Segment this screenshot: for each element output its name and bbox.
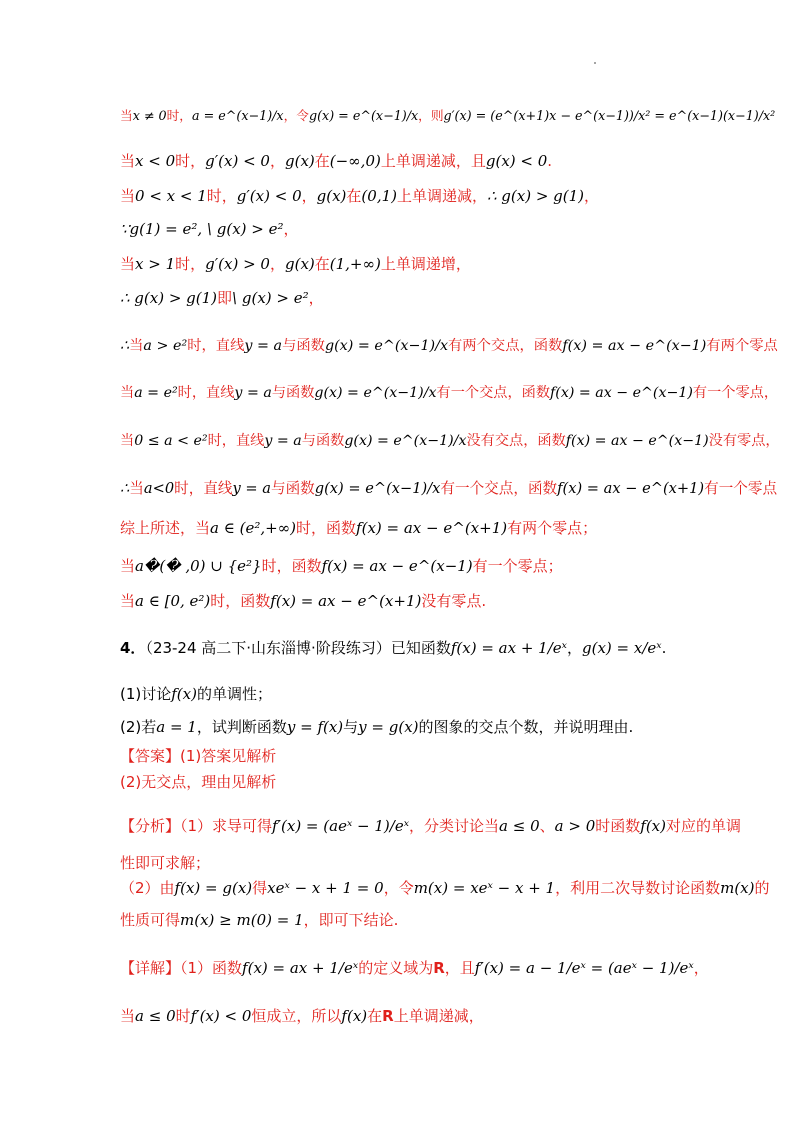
text: 有一个交点，函数: [440, 480, 558, 497]
math: a = 1: [156, 718, 197, 736]
text: 当: [120, 255, 136, 273]
math: y = f(x): [286, 718, 344, 736]
text: 有两个零点；: [507, 519, 598, 537]
text: 的定义域为: [358, 959, 434, 977]
text: 当: [129, 480, 144, 497]
math: g(x) = e^(x−1)/x: [344, 433, 467, 449]
text: 时函数: [595, 817, 641, 835]
text: 当: [120, 557, 136, 575]
text: 的单调性；: [196, 685, 272, 703]
text: （2）由: [120, 879, 175, 897]
line-10: [120, 478, 777, 500]
text: ，: [283, 220, 299, 238]
line-1: [120, 105, 775, 127]
math: a > 0: [554, 817, 596, 835]
math: f(x) = ax − e^(x−1): [321, 557, 473, 575]
text: （23-24 高二下·山东淄博·阶段练习）已知函数: [145, 639, 451, 657]
math: f(x): [341, 1007, 368, 1025]
math: a ∈ [0, e²): [135, 592, 211, 610]
text: ，: [693, 959, 709, 977]
text: .: [547, 152, 553, 170]
text: R: [382, 1007, 394, 1025]
text: 与函数: [301, 433, 345, 449]
text: .: [661, 639, 667, 657]
question-4-part-1: [120, 683, 272, 705]
math: m(x): [720, 879, 755, 897]
text: 的: [754, 879, 770, 897]
text: 时，: [206, 187, 237, 205]
text: 与函数: [270, 480, 315, 497]
text: 时，函数: [261, 557, 322, 575]
math: y = g(x): [358, 718, 419, 736]
text: ，: [584, 187, 600, 205]
math: f(x) = g(x): [174, 879, 253, 897]
math: f′(x) < 0: [190, 1007, 252, 1025]
math: 0 ≤ a < e²: [134, 433, 208, 449]
text: 有两个零点: [706, 338, 778, 354]
text: 与函数: [271, 385, 315, 401]
text: 有两个交点，函数: [448, 338, 563, 354]
text: ，令: [283, 108, 309, 123]
math: g′(x) < 0: [236, 187, 302, 205]
detail-line-2: [120, 1005, 484, 1027]
text: ，且: [444, 959, 475, 977]
text: 时，直线: [187, 338, 245, 354]
text: (1)讨论: [120, 685, 172, 703]
text: 在: [346, 187, 362, 205]
text: R: [433, 959, 445, 977]
text: 没有交点，函数: [466, 433, 566, 449]
math: (0,1): [361, 187, 397, 205]
analysis-line-4: [120, 909, 398, 931]
math: f(x): [171, 685, 197, 703]
text: ，: [301, 187, 317, 205]
math: m(x) ≥ m(0) = 1: [180, 911, 304, 929]
line-4: [120, 218, 299, 240]
math: xeˣ − x + 1 = 0: [267, 879, 384, 897]
answer-line-1: [120, 745, 276, 767]
text: 【详解】（1）函数: [120, 959, 243, 977]
math: ∴ g(x) > g(1): [487, 187, 585, 205]
line-6: [120, 287, 324, 309]
text: 时，: [175, 255, 206, 273]
math: g′(x) < 0: [205, 152, 270, 170]
text: ，: [566, 639, 582, 657]
text: 时，: [166, 108, 192, 123]
math: f(x) = ax − e^(x+1): [356, 519, 508, 537]
text: 时，函数: [210, 592, 271, 610]
answer-text: (2)无交点，理由见解析: [120, 773, 277, 791]
text: 没有零点.: [421, 592, 487, 610]
question-4-part-2: [120, 716, 633, 738]
text: ，即可下结论.: [303, 911, 399, 929]
line-13: [120, 590, 486, 612]
math: a > e²: [143, 338, 188, 354]
text: 当: [129, 338, 144, 354]
text: 时，直线: [177, 385, 235, 401]
text: 、: [539, 817, 555, 835]
text: 性质可得: [120, 911, 181, 929]
math: (−∞,0): [329, 152, 381, 170]
math: a ∈ (e²,+∞): [210, 519, 297, 537]
math: g(x) = e^(x−1)/x: [314, 385, 437, 401]
math: g(x) = e^(x−1)/x: [324, 338, 449, 354]
line-5: [120, 253, 471, 275]
line-9: [120, 430, 780, 452]
math: a ≤ 0: [135, 1007, 176, 1025]
math: g(x): [316, 187, 347, 205]
text: 当: [120, 433, 135, 449]
math: \ g(x) > e²: [232, 289, 309, 307]
math: y = a: [244, 338, 283, 354]
text: 与: [343, 718, 359, 736]
math: g(x): [284, 152, 315, 170]
question-number: 4．: [120, 639, 146, 657]
math: g(x) = e^(x−1)/x: [314, 480, 441, 497]
text: ，: [269, 152, 285, 170]
text: 当: [120, 1007, 136, 1025]
text: 上单调递增，: [380, 255, 471, 273]
math: ∵g(1) = e², \ g(x) > e²: [120, 220, 284, 238]
text: 综上所述，当: [120, 519, 211, 537]
detail-line-1: [120, 957, 709, 979]
line-7: [120, 335, 778, 357]
text: 时，直线: [207, 433, 265, 449]
text: 时，函数: [296, 519, 357, 537]
text: 即: [217, 289, 233, 307]
math: f(x) = ax + 1/eˣ: [450, 639, 567, 657]
math: x < 0: [135, 152, 176, 170]
math: f(x): [640, 817, 666, 835]
text: 有一个零点: [704, 480, 778, 497]
analysis-line-3: [120, 877, 770, 899]
text: 当: [120, 152, 136, 170]
math: f(x) = ax − e^(x−1): [550, 385, 693, 401]
line-12: [120, 555, 563, 577]
math: g(x) < 0: [485, 152, 548, 170]
page-mark: [594, 62, 596, 64]
text: 得: [252, 879, 268, 897]
text: 上单调递减，: [396, 187, 487, 205]
math: ∴: [120, 480, 130, 497]
text: 与函数: [282, 338, 325, 354]
math: f(x) = ax − e^(x−1): [562, 338, 707, 354]
math: a = e²: [134, 385, 178, 401]
text: ，则: [418, 108, 444, 123]
text: 时，: [175, 152, 206, 170]
math: y = a: [264, 433, 302, 449]
analysis-line-2: [120, 852, 210, 874]
question-4: [120, 637, 666, 659]
math: f(x) = ax − e^(x+1): [557, 480, 705, 497]
math: m(x) = xeˣ − x + 1: [413, 879, 556, 897]
math: f(x) = ax − e^(x−1): [565, 433, 709, 449]
text: 当: [120, 108, 133, 123]
math: (1,+∞): [329, 255, 381, 273]
line-2: [120, 150, 552, 172]
text: 有一个交点，函数: [436, 385, 551, 401]
math: a ≤ 0: [499, 817, 540, 835]
text: (2)若: [120, 718, 157, 736]
text: 的图象的交点个数，并说明理由.: [418, 718, 634, 736]
answer-text: 【答案】(1)答案见解析: [120, 747, 277, 765]
text: 当: [120, 592, 136, 610]
text: 性即可求解；: [120, 854, 211, 872]
math: a<0: [143, 480, 175, 497]
text: 对应的单调: [665, 817, 741, 835]
text: 有一个零点；: [472, 557, 563, 575]
text: ，试判断函数: [196, 718, 287, 736]
text: 当: [120, 187, 136, 205]
math: g(x): [284, 255, 315, 273]
text: 在: [367, 1007, 383, 1025]
text: 上单调递减，且: [380, 152, 486, 170]
math: y = a: [234, 385, 272, 401]
text: ，令: [383, 879, 414, 897]
math: g′(x) > 0: [205, 255, 270, 273]
text: 时，直线: [174, 480, 233, 497]
math: f′(x) = (aeˣ − 1)/eˣ: [272, 817, 410, 835]
text: 时: [175, 1007, 191, 1025]
math: a = e^(x−1)/x: [192, 108, 284, 123]
line-8: [120, 382, 778, 404]
text: 在: [314, 255, 330, 273]
math: g(x) = e^(x−1)/x: [308, 108, 419, 123]
text: ，: [269, 255, 285, 273]
text: 恒成立，所以: [251, 1007, 342, 1025]
math: ∴: [120, 338, 130, 354]
line-3: [120, 185, 599, 207]
math: ∴ g(x) > g(1): [120, 289, 218, 307]
math: a�(� ,0) ∪ {e²}: [135, 557, 262, 575]
math: y = a: [232, 480, 271, 497]
math: g′(x) = (e^(x+1)x − e^(x−1))/x² = e^(x−1)(x−1)/x²: [443, 108, 776, 123]
math: 0 < x < 1: [135, 187, 207, 205]
text: 有一个零点，: [692, 385, 779, 401]
math: x ≠ 0: [132, 108, 167, 123]
text: ，分类讨论当: [409, 817, 500, 835]
text: ，: [308, 289, 324, 307]
analysis-line-1: [120, 815, 741, 837]
text: 在: [314, 152, 330, 170]
text: 当: [120, 385, 135, 401]
math: x > 1: [135, 255, 176, 273]
text: 【分析】（1）求导可得: [120, 817, 273, 835]
text: ，利用二次导数讨论函数: [555, 879, 721, 897]
text: 没有零点，: [708, 433, 780, 449]
math: f(x) = ax + 1/eˣ: [242, 959, 359, 977]
line-11: [120, 517, 597, 539]
math: f′(x) = a − 1/eˣ = (aeˣ − 1)/eˣ: [474, 959, 694, 977]
text: 上单调递减，: [393, 1007, 484, 1025]
answer-line-2: [120, 771, 276, 793]
math: g(x) = x/eˣ: [582, 639, 662, 657]
math: f(x) = ax − e^(x+1): [270, 592, 422, 610]
